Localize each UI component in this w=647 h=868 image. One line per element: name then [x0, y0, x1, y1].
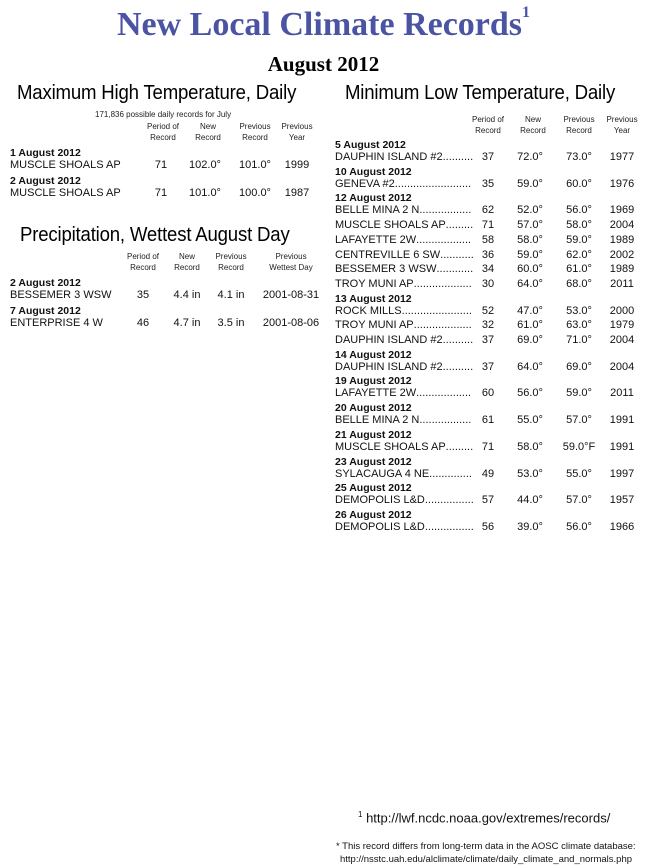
previous-year-value: 1987	[284, 187, 310, 199]
station-name: CENTREVILLE 6 SW	[335, 248, 441, 261]
col-header-line: Record	[130, 263, 156, 272]
previous-year-value: 2004	[609, 334, 635, 346]
previous-year-value: 1989	[609, 263, 635, 276]
period-value: 30	[481, 277, 495, 290]
min_low-date: 25 August 2012	[335, 482, 412, 495]
max_high-date: 2 August 2012	[10, 175, 81, 187]
min_low-row	[335, 441, 640, 455]
station-name: LAFAYETTE 2W	[335, 387, 417, 400]
col-header-line: Previous	[563, 115, 595, 124]
period-value: 71	[154, 159, 168, 171]
min_low-row	[335, 204, 640, 218]
previous-record-value: 101.0°	[239, 159, 271, 171]
precip-row	[10, 289, 330, 303]
station-name: MUSCLE SHOALS AP	[10, 159, 121, 171]
period-value: 37	[481, 334, 495, 346]
new-record-value: 53.0°	[517, 467, 543, 480]
previous-year-value: 1999	[284, 159, 310, 171]
previous-record-value: 73.0°	[566, 151, 592, 163]
previous-record-value: 57.0°	[566, 414, 592, 427]
new-record-value: 52.0°	[517, 204, 543, 217]
period-value: 35	[136, 289, 150, 301]
previous-year-value: 2011	[610, 277, 634, 290]
min_low-date: 12 August 2012	[335, 192, 412, 205]
new-record-value: 64.0°	[517, 277, 543, 290]
previous-year-value: 2011	[610, 387, 634, 400]
footnote-link[interactable]: http://lwf.ncdc.noaa.gov/extremes/records/	[366, 810, 611, 826]
previous-record-value: 59.0°	[566, 233, 592, 246]
col-header-line: Record	[475, 126, 501, 135]
col-header-line: Year	[613, 126, 631, 135]
new-record-value: 59.0°	[517, 248, 543, 261]
col-header-line: Previous	[281, 122, 313, 131]
min_low-date: 10 August 2012	[335, 165, 412, 178]
min_low-col-header	[592, 114, 647, 136]
footnote: $^1$ http://lwf.ncdc.noaa.gov/extremes/records/	[358, 810, 611, 826]
period-value: 62	[481, 204, 495, 217]
min_low-row	[335, 234, 640, 248]
min_low-row	[335, 219, 640, 233]
previous-year-value: 2004	[609, 219, 635, 232]
leader-dots: .................	[419, 414, 472, 427]
previous-record-value: 100.0°	[239, 187, 271, 199]
period-value: 35	[481, 177, 495, 190]
previous-record-value: 62.0°	[566, 248, 592, 261]
station-name: BESSEMER 3 WSW	[10, 289, 112, 301]
col-header-line: Period of	[146, 122, 180, 131]
new-record-value: 58.0°	[517, 233, 543, 246]
min_low-date: 20 August 2012	[335, 402, 412, 415]
precip-row	[10, 317, 330, 331]
previous-record-value: 57.0°	[566, 494, 592, 507]
previous-year-value: 1976	[609, 177, 635, 190]
new-record-value: 57.0°	[517, 219, 543, 232]
station-name: ROCK MILLS	[335, 304, 402, 317]
leader-dots: ...................	[413, 319, 472, 332]
leader-dots: .................	[419, 204, 472, 217]
station-name: DEMOPOLIS L&D	[335, 494, 425, 507]
previous-record-value: 71.0°	[566, 334, 592, 346]
period-value: 32	[481, 319, 495, 332]
new-record-value: 102.0°	[189, 159, 221, 171]
station-name: MUSCLE SHOALS AP	[335, 219, 446, 232]
previous-record-value: 3.5 in	[217, 317, 245, 329]
period-value: 71	[154, 187, 168, 199]
station-name: LAFAYETTE 2W	[335, 233, 417, 246]
station-name: DAUPHIN ISLAND #2	[335, 151, 443, 163]
min_low-row	[335, 521, 640, 535]
leader-dots: ...................	[413, 277, 472, 290]
previous-record-value: 56.0°	[566, 520, 592, 533]
previous-year-value: 1957	[609, 494, 635, 507]
new-record-value: 55.0°	[517, 414, 543, 427]
col-header-line: Previous	[606, 115, 638, 124]
col-header-line: Previous	[215, 252, 247, 261]
previous-record-value: 59.0°	[566, 387, 592, 400]
station-name: DAUPHIN ISLAND #2	[335, 334, 443, 346]
new-record-value: 39.0°	[517, 520, 543, 533]
leader-dots: ..........	[442, 151, 474, 163]
station-name: BELLE MINA 2 N	[335, 414, 420, 427]
previous-record-value: 58.0°	[566, 219, 592, 232]
leader-dots: ................	[424, 494, 474, 507]
new-record-value: 61.0°	[517, 319, 543, 332]
previous-record-value: 59.0°F	[562, 440, 596, 453]
previous-year-value: 2001-08-06	[262, 317, 320, 329]
leader-dots: ..........	[442, 334, 474, 346]
min_low-row	[335, 249, 640, 263]
new-record-value: 4.7 in	[173, 317, 201, 329]
leader-dots: .........	[445, 440, 474, 453]
max-high-note: 171,836 possible daily records for July	[95, 110, 232, 119]
col-header-line: Wettest Day	[269, 263, 313, 272]
station-name: BELLE MINA 2 N	[335, 204, 420, 217]
precip-heading: Precipitation, Wettest August Day	[20, 224, 290, 246]
col-header-line: Year	[288, 133, 306, 142]
station-name: TROY MUNI AP	[335, 319, 414, 332]
station-name: BESSEMER 3 WSW	[335, 263, 437, 276]
min_low-date: 19 August 2012	[335, 375, 412, 388]
leader-dots: .......................	[401, 304, 472, 317]
period-value: 60	[481, 387, 495, 400]
col-header-line: Record	[520, 126, 546, 135]
period-value: 56	[481, 520, 495, 533]
station-name: DAUPHIN ISLAND #2	[335, 360, 443, 373]
min_low-row	[335, 361, 640, 375]
previous-year-value: 1966	[609, 520, 635, 533]
station-name: SYLACAUGA 4 NE	[335, 467, 430, 480]
previous-record-value: 63.0°	[566, 319, 592, 332]
leader-dots: ..............	[429, 467, 472, 480]
previous-year-value: 1989	[609, 233, 635, 246]
previous-record-value: 60.0°	[566, 177, 592, 190]
min_low-date: 26 August 2012	[335, 508, 412, 521]
new-record-value: 47.0°	[517, 304, 543, 317]
min_low-row	[335, 387, 640, 401]
previous-year-value: 1969	[609, 204, 635, 217]
new-record-value: 44.0°	[517, 494, 543, 507]
previous-record-value: 69.0°	[566, 360, 592, 373]
new-record-value: 101.0°	[189, 187, 221, 199]
col-header-line: New	[199, 122, 216, 131]
precip-col-header	[261, 251, 321, 273]
station-name: ENTERPRISE 4 W	[10, 317, 103, 329]
period-value: 52	[481, 304, 495, 317]
previous-record-value: 4.1 in	[217, 289, 245, 301]
min_low-date: 23 August 2012	[335, 455, 412, 468]
col-header-line: Record	[242, 133, 268, 142]
max-high-heading: Maximum High Temperature, Daily	[17, 82, 297, 104]
period-value: 57	[481, 494, 495, 507]
leader-dots: ............	[436, 263, 474, 276]
col-header-line: New	[524, 115, 541, 124]
min_low-row	[335, 263, 640, 277]
period-value: 49	[481, 467, 495, 480]
previous-record-value: 61.0°	[566, 263, 592, 276]
previous-year-value: 2004	[609, 360, 635, 373]
min_low-date: 21 August 2012	[335, 428, 412, 441]
min_low-date: 13 August 2012	[335, 292, 412, 305]
period-value: 46	[136, 317, 150, 329]
max_high-row	[10, 187, 330, 201]
previous-year-value: 1991	[609, 414, 635, 427]
new-record-value: 69.0°	[517, 334, 543, 346]
period-value: 37	[481, 360, 495, 373]
col-header-line: Record	[566, 126, 592, 135]
leader-dots: ................	[424, 520, 474, 533]
station-name: TROY MUNI AP	[335, 277, 414, 290]
period-value: 71	[481, 440, 495, 453]
precip-date: 2 August 2012	[10, 277, 81, 289]
leader-dots: .........................	[394, 177, 472, 190]
col-header-line: Record	[174, 263, 200, 272]
leader-dots: ..................	[416, 233, 472, 246]
previous-year-value: 1979	[609, 319, 635, 332]
min_low-row	[335, 319, 640, 333]
new-record-value: 56.0°	[517, 387, 543, 400]
max_high-date: 1 August 2012	[10, 147, 81, 159]
period-value: 34	[481, 263, 495, 276]
period-value: 61	[481, 414, 495, 427]
previous-year-value: 2001-08-31	[262, 289, 320, 301]
min_low-row	[335, 414, 640, 428]
precip-col-header	[201, 251, 261, 273]
period-value: 36	[481, 248, 495, 261]
station-name: DEMOPOLIS L&D	[335, 520, 425, 533]
min_low-row	[335, 278, 640, 292]
min_low-row	[335, 334, 640, 348]
period-value: 58	[481, 233, 495, 246]
min-low-heading: Minimum Low Temperature, Daily	[345, 82, 616, 104]
previous-record-value: 56.0°	[566, 204, 592, 217]
previous-year-value: 1991	[609, 440, 635, 453]
page-subtitle: August 2012	[267, 52, 380, 76]
leader-dots: .........	[445, 219, 474, 232]
station-name: MUSCLE SHOALS AP	[10, 187, 121, 199]
col-header-line: Previous	[275, 252, 307, 261]
min_low-row	[335, 178, 640, 192]
period-value: 71	[481, 219, 495, 232]
max_high-col-header	[267, 121, 327, 143]
new-record-value: 72.0°	[517, 151, 543, 163]
previous-record-value: 55.0°	[566, 467, 592, 480]
previous-year-value: 2000	[609, 304, 635, 317]
previous-year-value: 2002	[609, 248, 635, 261]
col-header-line: Record	[150, 133, 176, 142]
min_low-row	[335, 494, 640, 508]
previous-record-value: 53.0°	[566, 304, 592, 317]
leader-dots: ...........	[440, 248, 474, 261]
new-record-value: 4.4 in	[173, 289, 201, 301]
min_low-date: 14 August 2012	[335, 348, 412, 361]
max_high-row	[10, 159, 330, 173]
new-record-value: 64.0°	[517, 360, 543, 373]
previous-year-value: 1997	[609, 467, 635, 480]
col-header-line: Period of	[471, 115, 505, 124]
col-header-line: Record	[218, 263, 244, 272]
asterisk-link[interactable]: http://nsstc.uah.edu/alclimate/climate/daily_climate_and_normals.php	[340, 854, 633, 865]
col-header-line: New	[178, 252, 195, 261]
min_low-date: 5 August 2012	[335, 139, 406, 151]
station-name: MUSCLE SHOALS AP	[335, 440, 446, 453]
station-name: GENEVA #2	[335, 177, 395, 190]
new-record-value: 60.0°	[517, 263, 543, 276]
min_low-row	[335, 151, 640, 165]
previous-record-value: 68.0°	[566, 277, 592, 290]
leader-dots: ..........	[442, 360, 474, 373]
col-header-line: Period of	[126, 252, 160, 261]
previous-year-value: 1977	[609, 151, 635, 163]
asterisk-note: * This record differs from long-term data in the AOSC climate database: http://nsstc.uah.edu/alclimate/climate/daily_climate_and_normals.php	[336, 841, 636, 865]
leader-dots: ..................	[416, 387, 472, 400]
new-record-value: 58.0°	[517, 440, 543, 453]
period-value: 37	[481, 151, 495, 163]
page-title: New Local Climate Records$^1$	[116, 4, 531, 43]
precip-date: 7 August 2012	[10, 305, 81, 317]
col-header-line: Record	[195, 133, 221, 142]
col-header-line: Previous	[239, 122, 271, 131]
min_low-row	[335, 305, 640, 319]
new-record-value: 59.0°	[517, 177, 543, 190]
min_low-row	[335, 468, 640, 482]
